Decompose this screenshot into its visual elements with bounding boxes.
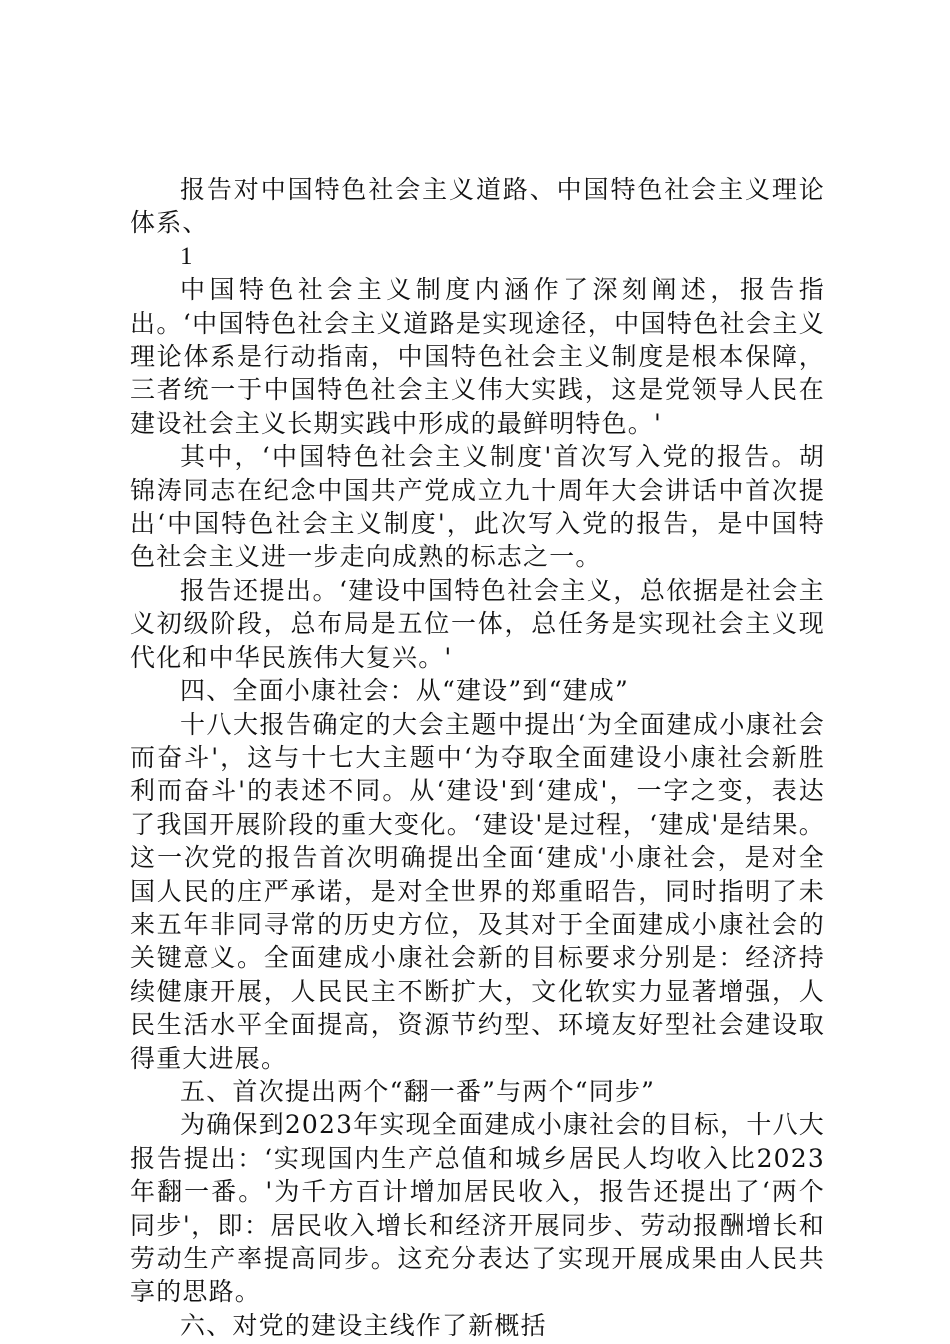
paragraph-6: 为确保到2023年实现全面建成小康社会的目标，十八大报告提出：‘实现国内生产总值和城乡居民人均收入比2023年翻一番。'为千方百计增加居民收入，报告还提出了‘两个同步'，即：居民收入增长和经济开展同步、劳动报酬增长和劳动生产率提高同步。这充分表达了实现开展成果由人民共享的思路。: [130, 1110, 825, 1307]
page-number: 1: [180, 242, 194, 270]
paragraph-2: 中国特色社会主义制度内涵作了深刻阐述，报告指出。‘中国特色社会主义道路是实现途径，中国特色社会主义理论体系是行动指南，中国特色社会主义制度是根本保障，三者统一于中国特色社会主义伟大实践，这是党领导人民在建设社会主义长期实践中形成的最鲜明特色。': [130, 275, 825, 438]
section-heading-6: 六、对党的建设主线作了新概括: [180, 1310, 547, 1340]
paragraph-3: 其中，‘中国特色社会主义制度'首次写入党的报告。胡锦涛同志在纪念中国共产党成立九十周年大会讲话中首次提出‘中国特色社会主义制度'，此次写入党的报告，是中国特色社会主义进一步走向成熟的标志之一。: [130, 442, 825, 572]
document-body: [130, 173, 825, 1342]
paragraph-5: 十八大报告确定的大会主题中提出‘为全面建成小康社会而奋斗'，这与十七大主题中‘为夺取全面建设小康社会新胜利而奋斗'的表述不同。从‘建设'到‘建成'，一字之变，表达了我国开展阶段的重大变化。‘建设'是过程，‘建成'是结果。这一次党的报告首次明确提出全面‘建成'小康社会，是对全国人民的庄严承诺，是对全世界的郑重昭告，同时指明了未来五年非同寻常的历史方位，及其对于全面建成小康社会的关键意义。全面建成小康社会新的目标要求分别是：经济持续健康开展，人民民主不断扩大，文化软实力显著增强，人民生活水平全面提高，资源节约型、环境友好型社会建设取得重大进展。: [130, 709, 825, 1073]
paragraph-1: 报告对中国特色社会主义道路、中国特色社会主义理论体系、: [130, 175, 825, 238]
section-heading-5: 五、首次提出两个“翻一番”与两个“同步”: [180, 1076, 656, 1106]
paragraph-4: 报告还提出。‘建设中国特色社会主义，总依据是社会主义初级阶段，总布局是五位一体，总任务是实现社会主义现代化和中华民族伟大复兴。': [130, 575, 825, 672]
section-heading-4: 四、全面小康社会：从“建设”到“建成”: [180, 676, 629, 706]
